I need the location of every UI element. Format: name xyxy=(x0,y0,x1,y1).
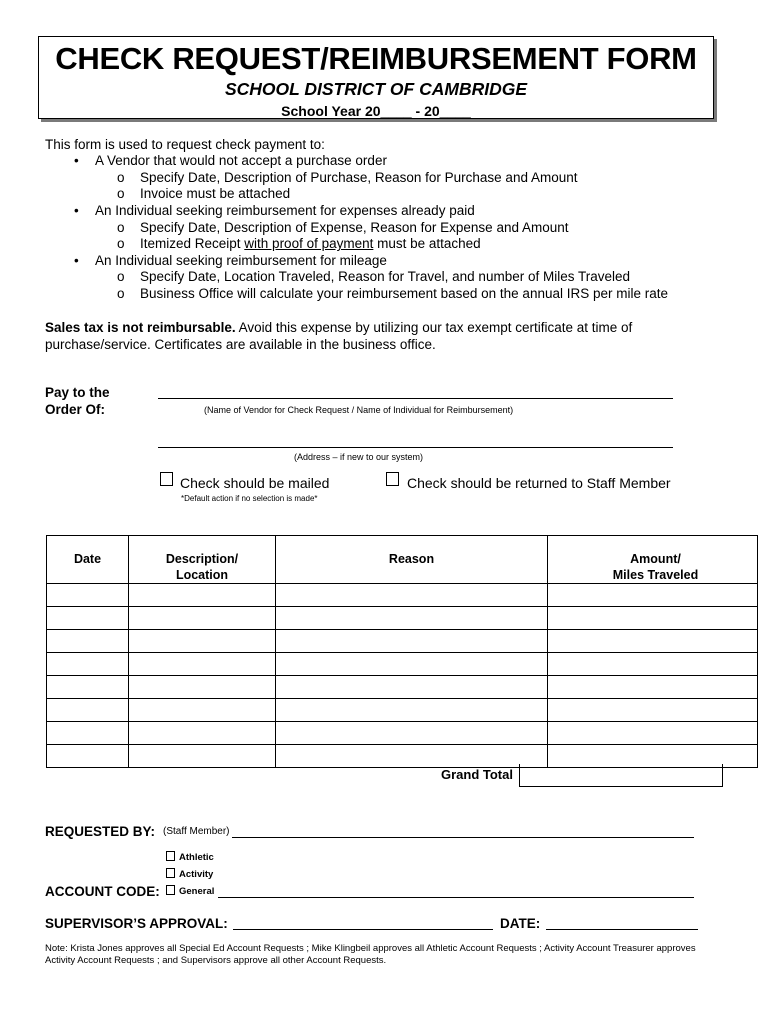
intro-item-individual: An Individual seeking reimbursement for expenses already paid xyxy=(95,203,475,218)
table-row xyxy=(47,584,758,607)
account-code-field[interactable] xyxy=(218,897,694,898)
mailed-default-note: *Default action if no selection is made* xyxy=(181,494,318,503)
account-code-label: ACCOUNT CODE: xyxy=(45,884,160,899)
cell-reason[interactable] xyxy=(276,745,548,768)
cell-description[interactable] xyxy=(129,630,276,653)
cell-date[interactable] xyxy=(47,607,129,630)
payee-name-hint: (Name of Vendor for Check Request / Name of Individual for Reimbursement) xyxy=(204,405,514,415)
cell-description[interactable] xyxy=(129,722,276,745)
cell-date[interactable] xyxy=(47,722,129,745)
cell-description[interactable] xyxy=(129,699,276,722)
cell-reason[interactable] xyxy=(276,676,548,699)
sales-tax-bold: Sales tax is not reimbursable. xyxy=(45,320,236,335)
cell-reason[interactable] xyxy=(276,630,548,653)
requested-by-field[interactable] xyxy=(232,837,694,838)
date-field[interactable] xyxy=(546,929,698,930)
intro-sub-vendor-2: Invoice must be attached xyxy=(140,186,291,201)
sub-bullet: o xyxy=(117,236,125,251)
cell-amount[interactable] xyxy=(548,722,758,745)
athletic-label: Athletic xyxy=(179,852,214,863)
col-description-label-2: Location xyxy=(175,568,229,582)
supervisor-approval-field[interactable] xyxy=(233,929,493,930)
district-name: SCHOOL DISTRICT OF CAMBRIDGE xyxy=(224,79,528,99)
cell-reason[interactable] xyxy=(276,722,548,745)
sub-bullet: o xyxy=(117,286,125,301)
intro-sub-mileage-2: Business Office will calculate your reimbursement based on the annual IRS per mile rate xyxy=(140,286,669,301)
general-checkbox[interactable] xyxy=(166,885,175,895)
sales-tax-notice xyxy=(45,319,705,353)
grand-total-field[interactable] xyxy=(519,764,723,787)
cell-amount[interactable] xyxy=(548,584,758,607)
cell-description[interactable] xyxy=(129,676,276,699)
approval-note: Note: Krista Jones approves all Special Ed Account Requests ; Mike Klingbeil approves all Athletic Account Requests ; Activity Account Treasurer approves Activity Account Requests ; and Supervisors approve all other Account Requests. xyxy=(45,943,696,966)
cell-date[interactable] xyxy=(47,699,129,722)
cell-description[interactable] xyxy=(129,607,276,630)
table-row xyxy=(47,653,758,676)
intro-item-vendor: A Vendor that would not accept a purchase order xyxy=(95,153,387,168)
mailed-checkbox[interactable] xyxy=(160,472,173,486)
receipt-text-b: must be attached xyxy=(373,236,481,251)
cell-reason[interactable] xyxy=(276,699,548,722)
payee-name-field[interactable] xyxy=(158,398,673,399)
payee-address-hint: (Address – if new to our system) xyxy=(294,452,424,462)
sales-tax-rest: Avoid this expense by utilizing our tax exempt certificate at time of purchase/service. Certificates are available in the business office. xyxy=(45,320,633,352)
form-title: CHECK REQUEST/REIMBURSEMENT FORM xyxy=(55,41,697,76)
form-header xyxy=(38,36,714,119)
sub-bullet: o xyxy=(117,269,125,284)
col-amount xyxy=(548,536,758,584)
intro-item-mileage: An Individual seeking reimbursement for mileage xyxy=(95,253,387,268)
bullet-1: • xyxy=(74,153,79,168)
bullet-2: • xyxy=(74,203,79,218)
receipt-text-underlined: with proof of payment xyxy=(244,236,374,251)
cell-date[interactable] xyxy=(47,745,129,768)
col-amount-label-1: Amount/ xyxy=(630,552,681,566)
table-row xyxy=(47,607,758,630)
col-date-label: Date xyxy=(73,552,102,566)
table-row xyxy=(47,630,758,653)
col-amount-label-2: Miles Traveled xyxy=(612,568,699,582)
cell-amount[interactable] xyxy=(548,699,758,722)
grand-total-label: Grand Total xyxy=(441,767,513,782)
pay-to-label-2: Order Of: xyxy=(45,402,106,417)
cell-date[interactable] xyxy=(47,630,129,653)
sub-bullet: o xyxy=(117,220,125,235)
bullet-3: • xyxy=(74,253,79,268)
general-label: General xyxy=(179,886,215,897)
requested-by-label: REQUESTED BY: xyxy=(45,824,156,839)
pay-to-label-1: Pay to the xyxy=(45,385,110,400)
col-description-label-1: Description/ xyxy=(165,552,239,566)
cell-amount[interactable] xyxy=(548,630,758,653)
receipt-text-a: Itemized Receipt xyxy=(140,236,245,251)
returned-checkbox[interactable] xyxy=(386,472,399,486)
cell-date[interactable] xyxy=(47,653,129,676)
activity-checkbox[interactable] xyxy=(166,868,175,878)
expense-table xyxy=(46,535,758,768)
table-row xyxy=(47,676,758,699)
col-description xyxy=(129,536,276,584)
cell-description[interactable] xyxy=(129,745,276,768)
cell-date[interactable] xyxy=(47,584,129,607)
athletic-checkbox[interactable] xyxy=(166,851,175,861)
school-year: School Year 20____ - 20____ xyxy=(281,103,471,119)
table-header-row xyxy=(47,536,758,584)
cell-amount[interactable] xyxy=(548,653,758,676)
cell-amount[interactable] xyxy=(548,676,758,699)
table-row xyxy=(47,722,758,745)
col-reason-label: Reason xyxy=(388,552,435,566)
intro-sub-individual-1: Specify Date, Description of Expense, Reason for Expense and Amount xyxy=(140,220,569,235)
table-row xyxy=(47,699,758,722)
cell-reason[interactable] xyxy=(276,653,548,676)
payee-address-field[interactable] xyxy=(158,447,673,448)
returned-label: Check should be returned to Staff Member xyxy=(407,475,671,491)
cell-reason[interactable] xyxy=(276,584,548,607)
cell-reason[interactable] xyxy=(276,607,548,630)
activity-label: Activity xyxy=(179,869,214,880)
intro-lead: This form is used to request check payment to: xyxy=(45,137,325,152)
cell-description[interactable] xyxy=(129,653,276,676)
cell-amount[interactable] xyxy=(548,607,758,630)
requested-by-hint: (Staff Member) xyxy=(163,826,230,837)
cell-description[interactable] xyxy=(129,584,276,607)
intro-sub-receipt xyxy=(140,236,481,251)
intro-sub-vendor-1: Specify Date, Description of Purchase, Reason for Purchase and Amount xyxy=(140,170,578,185)
mailed-label: Check should be mailed xyxy=(180,475,330,491)
sub-bullet: o xyxy=(117,186,125,201)
col-reason xyxy=(276,536,548,584)
supervisor-approval-label: SUPERVISOR’S APPROVAL: xyxy=(45,916,228,931)
intro-sub-mileage-1: Specify Date, Location Traveled, Reason for Travel, and number of Miles Traveled xyxy=(140,269,631,284)
cell-date[interactable] xyxy=(47,676,129,699)
sub-bullet: o xyxy=(117,170,125,185)
col-date xyxy=(47,536,129,584)
date-label: DATE: xyxy=(500,916,541,931)
